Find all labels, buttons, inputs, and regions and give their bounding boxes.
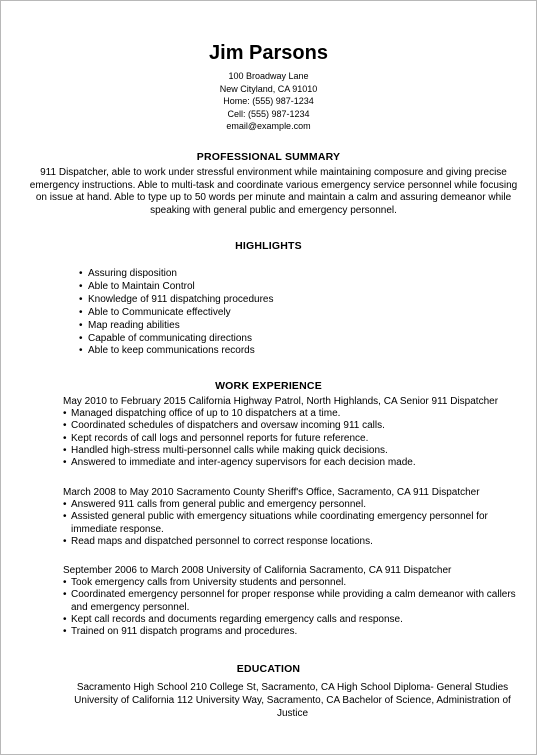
- highlights-list: [79, 268, 274, 358]
- job-entry-1: [63, 396, 522, 469]
- job-duty: • Answered 911 calls from general public and emergency personnel.: [63, 499, 522, 511]
- home-phone: Home: (555) 987-1234: [223, 96, 314, 107]
- email-address: email@example.com: [226, 121, 311, 132]
- highlight-item: • Able to Communicate effectively: [79, 307, 274, 320]
- job-title: March 2008 to May 2010 Sacramento County Sheriff's Office, Sacramento, CA 911 Dispatcher: [63, 487, 480, 498]
- job-duty: • Kept records of call logs and personnel reports for future reference.: [63, 433, 522, 445]
- address-line-2: New Cityland, CA 91010: [219, 83, 318, 94]
- highlight-item: • Able to keep communications records: [79, 345, 274, 358]
- address-line-1: 100 Broadway Lane: [228, 71, 309, 81]
- contact-block: [1, 70, 536, 133]
- job-duty: • Handled high-stress multi-personnel calls while making quick decisions.: [63, 445, 522, 457]
- job-duty: • Coordinated schedules of dispatchers and oversaw incoming 911 calls.: [63, 420, 522, 432]
- job-duty: • Kept call records and documents regarding emergency calls and response.: [63, 614, 522, 626]
- job-duty: • Took emergency calls from University students and personnel.: [63, 577, 522, 589]
- job-duties: [63, 577, 522, 638]
- highlight-item: • Capable of communicating directions: [79, 333, 274, 346]
- cell-phone: Cell: (555) 987-1234: [227, 108, 310, 119]
- job-entry-2: [63, 487, 522, 548]
- job-title: May 2010 to February 2015 California Highway Patrol, North Highlands, CA Senior 911 Dispatcher: [63, 396, 499, 407]
- job-duty: • Coordinated emergency personnel for proper response while providing a calm demeanor with callers and emergency personnel.: [63, 589, 522, 613]
- highlights-heading: HIGHLIGHTS: [235, 240, 302, 252]
- job-duty: • Answered to immediate and inter-agency supervisors for each decision made.: [63, 457, 522, 469]
- highlight-item: • Map reading abilities: [79, 320, 274, 333]
- education-entry: Sacramento High School 210 College St, Sacramento, CA High School Diploma- General Studies: [76, 682, 509, 693]
- highlight-item: • Assuring disposition: [79, 268, 274, 281]
- job-duty: • Trained on 911 dispatch programs and procedures.: [63, 626, 522, 638]
- job-duty: • Managed dispatching office of up to 10 dispatchers at a time.: [63, 408, 522, 420]
- job-title: September 2006 to March 2008 University of California Sacramento, CA 911 Dispatcher: [63, 565, 452, 576]
- education-block: [63, 681, 522, 721]
- highlight-item: • Knowledge of 911 dispatching procedures: [79, 294, 274, 307]
- education-entry: University of California 112 University Way, Sacramento, CA Bachelor of Science, Administration of Justice: [74, 695, 511, 720]
- job-duty: • Assisted general public with emergency situations while coordinating emergency personnel for immediate response.: [63, 511, 522, 535]
- job-entry-3: [63, 565, 522, 638]
- experience-heading: WORK EXPERIENCE: [215, 380, 322, 392]
- highlight-item: • Able to Maintain Control: [79, 281, 274, 294]
- job-duties: [63, 499, 522, 548]
- job-duty: • Read maps and dispatched personnel to correct response locations.: [63, 536, 522, 548]
- education-heading: EDUCATION: [236, 663, 301, 675]
- job-duties: [63, 408, 522, 469]
- summary-text: 911 Dispatcher, able to work under stressful environment while maintaining composure and giving precise emergency instructions. Able to multi-task and coordinate various emergency service personnel while focusing on issue at hand. Able to type up to 50 words per minute and maintain a calm and assuring demeanor while speaking with general public and emergency personnel.: [29, 167, 518, 216]
- candidate-name: Jim Parsons: [209, 42, 328, 64]
- summary-heading: PROFESSIONAL SUMMARY: [196, 151, 341, 163]
